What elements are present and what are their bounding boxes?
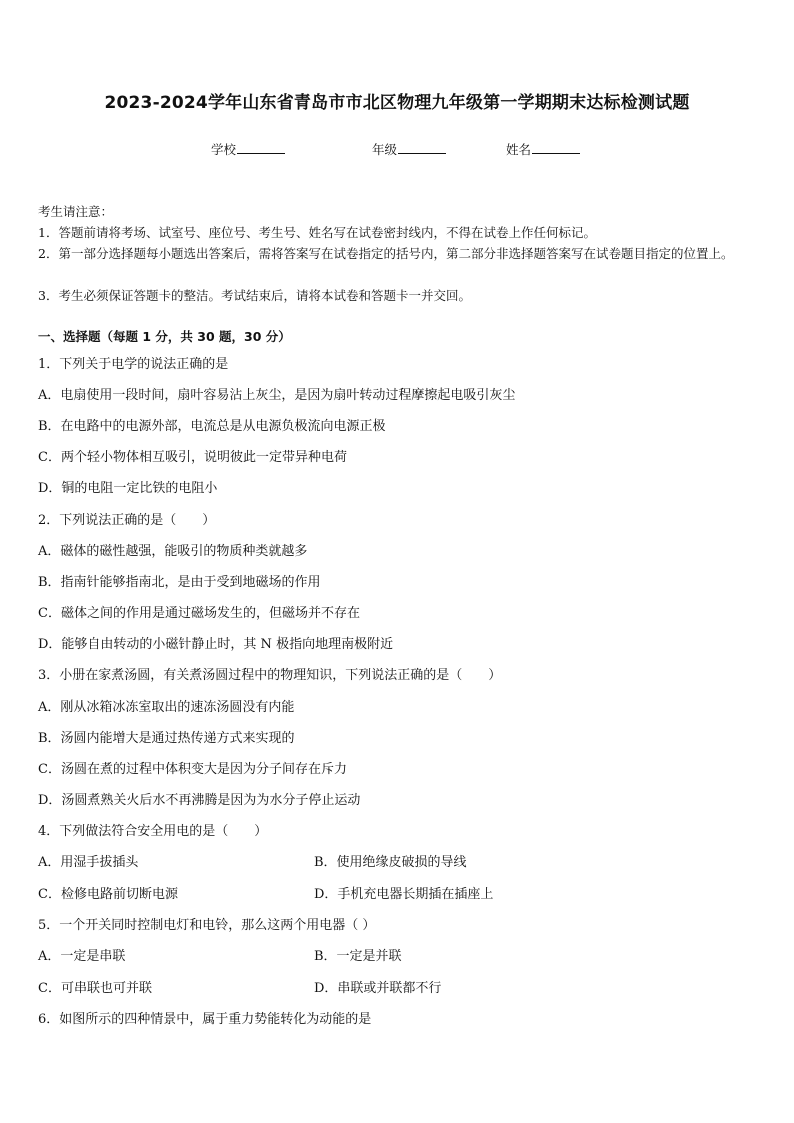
question-4-stem: 4．下列做法符合安全用电的是（ ） [38, 824, 268, 839]
question-2-option-d: D．能够自由转动的小磁针静止时，其 N 极指向地理南极附近 [38, 637, 394, 652]
name-blank [532, 141, 580, 154]
notice-item-2: 2．第一部分选择题每小题选出答案后，需将答案写在试卷指定的括号内，第二部分非选择题答案写在试卷题目指定的位置上。 [38, 246, 734, 261]
question-4-option-a: A．用湿手拔插头 [38, 855, 139, 870]
notice-heading: 考生请注意： [38, 204, 114, 219]
question-4-option-d: D．手机充电器长期插在插座上 [314, 887, 494, 902]
question-1-option-b: B．在电路中的电源外部，电流总是从电源负极流向电源正极 [38, 419, 386, 434]
grade-label: 年级 [372, 142, 398, 157]
name-field [506, 140, 580, 158]
question-2-option-b: B．指南针能够指南北，是由于受到地磁场的作用 [38, 575, 321, 590]
question-5-option-a: A．一定是串联 [38, 949, 126, 964]
question-6-stem: 6．如图所示的四种情景中，属于重力势能转化为动能的是 [38, 1012, 372, 1027]
school-field [211, 140, 285, 158]
question-1-option-c: C．两个轻小物体相互吸引，说明彼此一定带异种电荷 [38, 450, 347, 465]
question-1-stem: 1．下列关于电学的说法正确的是 [38, 357, 229, 372]
question-3-stem: 3．小册在家煮汤圆，有关煮汤圆过程中的物理知识，下列说法正确的是（ ） [38, 668, 502, 683]
question-5-stem: 5．一个开关同时控制电灯和电铃，那么这两个用电器（ ） [38, 918, 376, 933]
notice-item-3: 3．考生必须保证答题卡的整洁。考试结束后，请将本试卷和答题卡一并交回。 [38, 288, 471, 303]
question-3-option-b: B．汤圆内能增大是通过热传递方式来实现的 [38, 731, 295, 746]
grade-field [372, 140, 446, 158]
question-2-option-a: A．磁体的磁性越强，能吸引的物质种类就越多 [38, 544, 308, 559]
question-4-option-b: B．使用绝缘皮破损的导线 [314, 855, 467, 870]
question-3-option-c: C．汤圆在煮的过程中体积变大是因为分子间存在斥力 [38, 762, 347, 777]
notice-item-1: 1．答题前请将考场、试室号、座位号、考生号、姓名写在试卷密封线内，不得在试卷上作任何标记。 [38, 225, 596, 240]
exam-title: 2023-2024学年山东省青岛市市北区物理九年级第一学期期末达标检测试题 [104, 93, 690, 113]
school-label: 学校 [211, 142, 237, 157]
section-heading: 一、选择题（每题 1 分，共 30 题，30 分） [38, 329, 291, 344]
question-3-option-a: A．刚从冰箱冰冻室取出的速冻汤圆没有内能 [38, 700, 295, 715]
question-2-stem: 2．下列说法正确的是（ ） [38, 513, 216, 528]
school-blank [237, 141, 285, 154]
question-1-option-a: A．电扇使用一段时间，扇叶容易沾上灰尘，是因为扇叶转动过程摩擦起电吸引灰尘 [38, 388, 516, 403]
question-3-option-d: D．汤圆煮熟关火后水不再沸腾是因为为水分子停止运动 [38, 793, 361, 808]
question-5-option-b: B．一定是并联 [314, 949, 402, 964]
question-2-option-c: C．磁体之间的作用是通过磁场发生的，但磁场并不存在 [38, 606, 360, 621]
question-1-option-d: D．铜的电阻一定比铁的电阻小 [38, 481, 218, 496]
question-4-option-c: C．检修电路前切断电源 [38, 887, 178, 902]
name-label: 姓名 [506, 142, 532, 157]
question-5-option-c: C．可串联也可并联 [38, 981, 152, 996]
question-5-option-d: D．串联或并联都不行 [314, 981, 442, 996]
grade-blank [398, 141, 446, 154]
